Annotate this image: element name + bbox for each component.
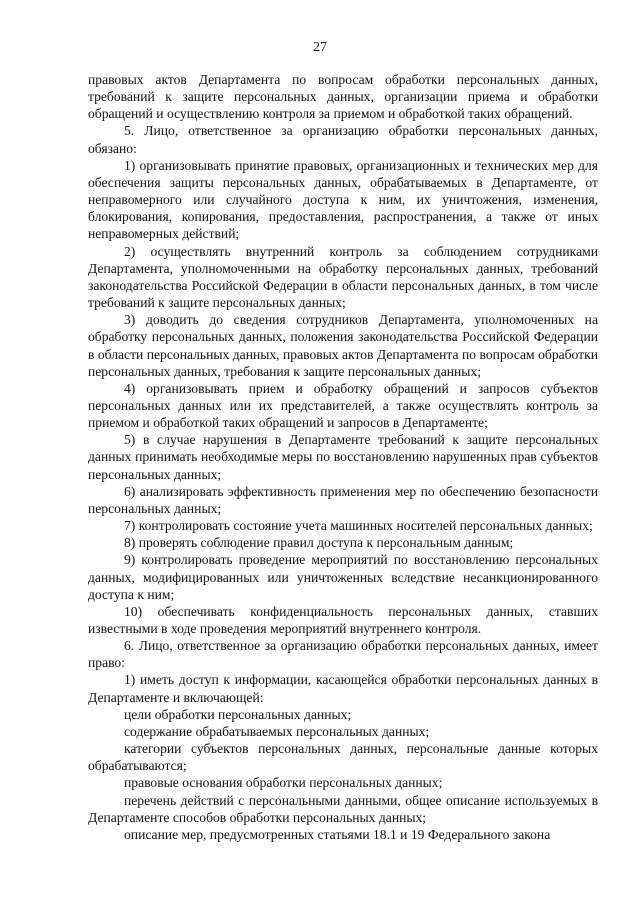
paragraph: 5) в случае нарушения в Департаменте требований к защите персональных данных принимать необходимые меры по восстановлению нарушенных прав субъектов персональных данных; (88, 432, 598, 482)
paragraph: правовые основания обработки персональных данных; (124, 775, 443, 791)
paragraph: цели обработки персональных данных; (124, 706, 352, 722)
paragraph: описание мер, предусмотренных статьями 18.1 и 19 Федерального закона (124, 826, 551, 842)
paragraph: 4) организовывать прием и обработку обращений и запросов субъектов персональных данных или их представителей, а также осуществлять контроль за приемом и обработкой таких обращений и запросов в Департаменте; (88, 380, 598, 431)
paragraph: 6. Лицо, ответственное за организацию обработки персональных данных, имеет право: (88, 638, 598, 671)
document-body (88, 71, 598, 843)
paragraph: 5. Лицо, ответственное за организацию обработки персональных данных, обязано: (88, 123, 598, 156)
paragraph: правовых актов Департамента по вопросам обработки персональных данных, требований к защите персональных данных, организации приема и обработки обращений и осуществлению контроля за приемом и обработкой таких обращений. (88, 72, 598, 122)
paragraph: перечень действий с персональными данными, общее описание используемых в Департаменте способов обработки персональных данных; (88, 792, 598, 825)
paragraph: 8) проверять соблюдение правил доступа к персональным данным; (124, 535, 514, 551)
paragraph: содержание обрабатываемых персональных данных; (124, 723, 430, 739)
paragraph: 9) контролировать проведение мероприятий по восстановлению персональных данных, модифицированных или уничтоженных вследствие несанкционированного доступа к ним; (88, 552, 598, 602)
paragraph: категории субъектов персональных данных, персональные данные которых обрабатываются; (88, 741, 598, 774)
page-number: 27 (313, 40, 327, 55)
paragraph: 2) осуществлять внутренний контроль за соблюдением сотрудниками Департамента, уполномоченными на обработку персональных данных, требований законодательства Российской Федерации в области персональных данных, в том числе требований к защите персональных данных; (88, 243, 598, 311)
paragraph: 6) анализировать эффективность применения мер по обеспечению безопасности персональных данных; (88, 483, 598, 516)
paragraph: 10) обеспечивать конфиденциальность персональных данных, ставших известными в ходе проведения мероприятий внутреннего контроля. (88, 603, 598, 636)
paragraph: 1) иметь доступ к информации, касающейся обработки персональных данных в Департаменте и включающей: (88, 672, 598, 705)
paragraph: 1) организовывать принятие правовых, организационных и технических мер для обеспечения защиты персональных данных, обрабатываемых в Департаменте, от неправомерного или случайного доступа к ним, их уничтожения, изменения, блокирования, копирования, предоставления, распространения, а также от иных неправомерных действий; (88, 157, 598, 242)
paragraph: 7) контролировать состояние учета машинных носителей персональных данных; (124, 518, 593, 534)
paragraph: 3) доводить до сведения сотрудников Департамента, уполномоченных на обработку персональных данных, положения законодательства Российской Федерации в области персональных данных, правовых актов Департамента по вопросам обработки персональных данных, требования к защите персональных данных; (88, 312, 598, 379)
